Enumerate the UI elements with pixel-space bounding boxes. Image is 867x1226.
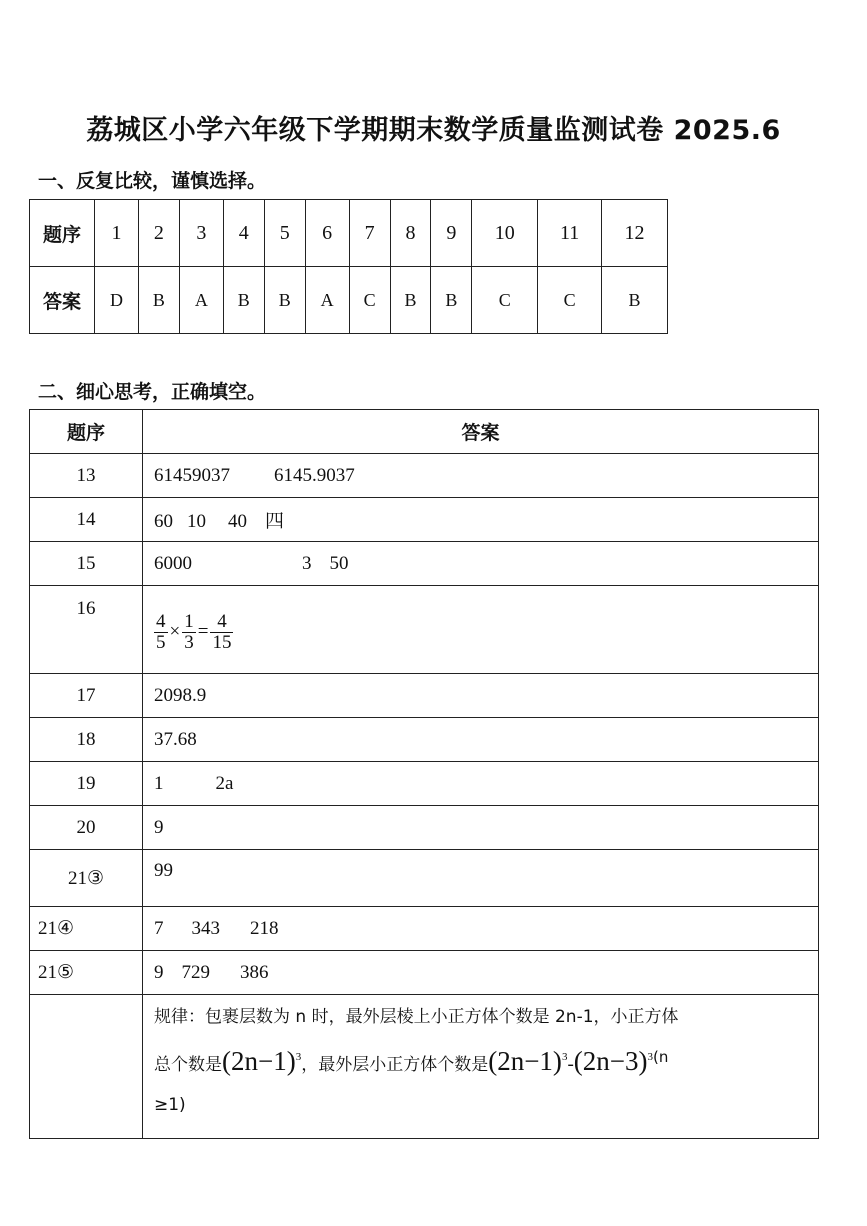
answer-cell [143,586,819,674]
table-row [30,907,819,951]
row-label-answer: 答案 [30,267,95,334]
choice-answer: B [138,267,179,334]
question-number: 16 [30,586,143,674]
answer-part: 6145.9037 [274,464,355,486]
choice-answer: C [538,267,602,334]
answer-cell [143,806,819,850]
table-row [30,498,819,542]
question-number: 12 [601,200,667,267]
equals-sign: = [197,621,209,643]
table-row [30,995,819,1139]
question-number: 21③ [30,850,143,907]
question-number: 18 [30,718,143,762]
fill-answer-table [29,409,819,1139]
answer-part: 2a [215,772,234,794]
question-number: 7 [349,200,390,267]
question-number: 14 [30,498,143,542]
choice-answer: C [349,267,390,334]
question-number: 11 [538,200,602,267]
choice-answer: A [179,267,223,334]
row-label-number: 题序 [30,200,95,267]
rule-text-line3: ≥1) [154,1095,186,1115]
answer-part: 3 [302,552,312,574]
question-number: 4 [223,200,264,267]
column-header-answer: 答案 [143,410,819,454]
question-number: 17 [30,674,143,718]
choice-answer: B [431,267,472,334]
table-row [30,674,819,718]
question-number: 21④ [30,907,143,951]
formula-outer: $(2n-1)^3-(2n-3)^3$ [488,1046,653,1076]
answer-cell [143,951,819,995]
answer-cell [143,454,819,498]
answer-part: 60 [154,511,173,532]
answer-part: 37.68 [154,728,197,750]
question-number: 21⑤ [30,951,143,995]
answer-part: 729 [181,961,210,983]
choice-answer: B [264,267,305,334]
question-number: 19 [30,762,143,806]
answer-cell [143,498,819,542]
page-title: 荔城区小学六年级下学期期末数学质量监测试卷 2025.6 [86,115,781,146]
fraction: $\frac{4}{5}$ [156,611,166,653]
table-row [30,762,819,806]
formula-total: $(2n-1)^3$ [222,1046,302,1076]
question-number: 13 [30,454,143,498]
answer-part: 1 [154,772,164,794]
choice-answer: A [305,267,349,334]
multiply-sign: × [169,621,181,643]
empty-number-cell [30,995,143,1139]
rule-text-line1: 规律：包裹层数为 n 时，最外层棱上小正方体个数是 2n-1，小正方体 [154,1007,679,1027]
question-number: 20 [30,806,143,850]
question-number: 9 [431,200,472,267]
answer-part: 四 [265,510,285,532]
fraction: $\frac{4}{15}$ [212,611,232,653]
answer-part: 386 [240,961,269,983]
answer-part: 9 [154,816,164,838]
question-number: 8 [390,200,431,267]
table-row [30,200,668,267]
answer-part: 61459037 [154,464,230,486]
choice-answer: D [95,267,139,334]
question-number: 15 [30,542,143,586]
answer-cell [143,907,819,951]
table-row [30,850,819,907]
answer-cell [143,542,819,586]
column-header-number: 题序 [30,410,143,454]
choice-answer: B [223,267,264,334]
table-row [30,542,819,586]
answer-cell [143,674,819,718]
choice-answer: C [472,267,538,334]
answer-cell [143,850,819,907]
question-number: 10 [472,200,538,267]
answer-part: 2098.9 [154,684,207,706]
table-row [30,454,819,498]
table-row [30,267,668,334]
question-number: 3 [179,200,223,267]
rule-cell [143,995,819,1139]
table-header-row [30,410,819,454]
answer-part: 10 [187,511,206,532]
table-row [30,806,819,850]
section2-heading: 二、细心思考，正确填空。 [38,381,267,403]
answer-part: 40 [228,511,247,532]
choice-answer: B [390,267,431,334]
answer-part: 343 [191,917,220,939]
table-row [30,951,819,995]
answer-part: 99 [154,860,173,881]
question-number: 1 [95,200,139,267]
answer-part: 50 [329,552,349,574]
answer-part: 6000 [154,552,192,574]
question-number: 6 [305,200,349,267]
question-number: 5 [264,200,305,267]
answer-part: 9 [154,961,164,983]
answer-part: 7 [154,917,164,939]
table-row [30,586,819,674]
answer-cell [143,718,819,762]
section1-heading: 一、反复比较，谨慎选择。 [38,170,267,192]
choice-answer: B [601,267,667,334]
rule-text-line2: 总个数是$(2n-1)^3$，最外层小正方体个数是$(2n-1)^3-(2n-3)^3(n$ [154,1046,669,1076]
answer-part: 218 [250,917,279,939]
question-number: 2 [138,200,179,267]
table-row [30,718,819,762]
fraction: $\frac{1}{3}$ [184,611,194,653]
choice-answer-table [29,199,668,334]
answer-cell [143,762,819,806]
